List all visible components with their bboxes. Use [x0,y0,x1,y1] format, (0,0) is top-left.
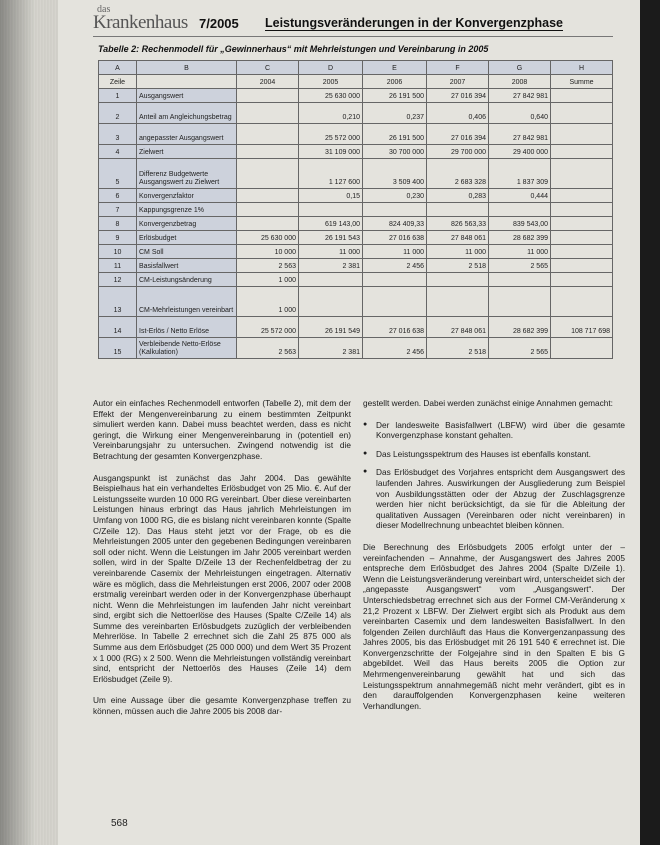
table-row [99,145,613,159]
table-row [99,103,613,124]
table-cell [237,124,299,145]
book-spine [0,0,58,845]
column-letter: C [237,61,299,75]
table-cell [299,203,363,217]
table-cell: 2 381 [299,259,363,273]
table-cell [237,217,299,231]
table-caption: Tabelle 2: Rechenmodell für „Gewinnerhaus“ mit Mehrleistungen und Vereinbarung in 2005 [98,44,489,54]
table-cell [427,287,489,317]
column-letter: A [99,61,137,75]
table-cell: 29 400 000 [489,145,551,159]
paragraph: gestellt werden. Dabei werden zunächst einige Annahmen gemacht: [363,398,613,408]
table-cell: 26 191 500 [363,124,427,145]
row-number: 4 [99,145,137,159]
table-row [99,231,613,245]
paragraph: Um eine Aussage über die gesamte Konvergenzphase treffen zu können, müssen auch die Jahre 2005 bis 2008 dar- [93,695,351,717]
table-cell: 619 143,00 [299,217,363,231]
column-header: 2004 [237,75,299,89]
table-cell [299,273,363,287]
table-cell [237,159,299,189]
row-label: CM Soll [137,245,237,259]
table-cell: 11 000 [299,245,363,259]
column-letter: B [137,61,237,75]
table-cell [489,287,551,317]
table-cell [427,203,489,217]
row-number: 7 [99,203,137,217]
table-cell [551,203,613,217]
row-number: 8 [99,217,137,231]
table-cell: 0,210 [299,103,363,124]
table-cell: 2 683 328 [427,159,489,189]
table-cell [551,89,613,103]
table-cell [551,338,613,359]
table-cell [237,145,299,159]
table-cell [551,189,613,203]
table-cell: 2 518 [427,259,489,273]
table-cell: 31 109 000 [299,145,363,159]
table-cell: 27 016 394 [427,89,489,103]
column-header: 2007 [427,75,489,89]
row-label: Verbleibende Netto-Erlöse (Kalkulation) [137,338,237,359]
list-item: ● Das Erlösbudget des Vorjahres entspricht dem Ausgangswert des laufenden Jahres. Auswirkungen der Ausgliederung zum Beispiel von Ausbildungsstätten oder der Abzug der Zuschlagsgrenze werden hier nicht berücksichtigt, da sie für die Ableitung der qualitativen Aussagen (Vereinbaren oder nicht vereinbaren) in dieser Modellrechnung unbeachtet bleiben können. [363,467,625,531]
row-number: 10 [99,245,137,259]
table-cell: 10 000 [237,245,299,259]
column-letter: D [299,61,363,75]
table-cell: 1 127 600 [299,159,363,189]
table-row [99,245,613,259]
table-cell: 27 016 394 [427,124,489,145]
table-cell [551,287,613,317]
table-row [99,317,613,338]
table-row [99,338,613,359]
table-cell: 27 842 981 [489,124,551,145]
row-number: 1 [99,89,137,103]
assumption-list [363,420,625,531]
table-cell: 28 682 399 [489,317,551,338]
table-cell: 27 848 061 [427,231,489,245]
table-cell [551,103,613,124]
row-number: 2 [99,103,137,124]
table-cell [551,231,613,245]
column-letter: H [551,61,613,75]
table-cell: 2 563 [237,338,299,359]
table-cell [427,273,489,287]
table-cell: 27 842 981 [489,89,551,103]
table-cell: 824 409,33 [363,217,427,231]
table-cell [551,259,613,273]
running-header [93,4,613,40]
table-cell [551,145,613,159]
table-cell [237,203,299,217]
table-cell [489,273,551,287]
list-item: ● Der landesweite Basisfallwert (LBFW) wird über die gesamte Konvergenzphase konstant gehalten. [363,420,625,441]
right-text-column [363,398,625,722]
table-cell: 28 682 399 [489,231,551,245]
table-cell: 1 837 309 [489,159,551,189]
table-cell: 11 000 [363,245,427,259]
table-cell: 30 700 000 [363,145,427,159]
row-number: 14 [99,317,137,338]
table-cell: 826 563,33 [427,217,489,231]
paragraph: Autor ein einfaches Rechenmodell entworfen (Tabelle 2), mit dem der Effekt der Mengenvereinbarung zu einem bestimmten Zeitpunkt simuliert werden kann. Dabei muss beachtet werden, dass es nicht geringt, die Wirkung einer Mengenvereinbarung in (potentiell en) Vereinbarungsjahr zu untersuchen. Zwingend notwendig ist die Betrachtung der gesamten Konvergenzphase. [93,398,351,461]
table-cell: 1 000 [237,273,299,287]
row-label: Zielwert [137,145,237,159]
row-number: 12 [99,273,137,287]
article-title: Leistungsveränderungen in der Konvergenzphase [265,16,563,30]
table-row [99,217,613,231]
calculation-table [98,60,613,359]
table-cell: 26 191 543 [299,231,363,245]
column-letter: E [363,61,427,75]
table-cell [551,159,613,189]
table-cell [237,103,299,124]
table-cell [489,203,551,217]
logo-prefix: das [97,4,111,15]
paragraph: Die Berechnung des Erlösbudgets 2005 erfolgt unter der – vereinfachenden – Annahme, der Ausgangswert des Jahres 2005 entspreche dem Erlösbudget des Jahres 2004 (Spalte D/Zeile 1). Wenn die Leistungsveränderung vereinbart wird, unterscheidet sich der „angepasste Ausgangswert“ vom „Ausgangswert“. Der Unterschiedsbetrag errechnet sich aus der Formel CM-Veränderung x 21,2 Prozent x LBFW. Der Zielwert ergibt sich als Produkt aus dem vereinbarten Casemix und dem landesweiten Basisfallwert. In den folgenden Zeilen durchläuft das Haus die Konvergenzanpassung des Jahres 2005, bis das Erlösbudget mit 26 191 540 € errechnet ist. Die Konvergenzschritte der Folgejahre sind in den Spalten E bis G abgebildet. Weil das Haus bereits 2005 die Option zur Mehrmengenvereinbarung gewählt hat und sich das Leistungsspektrum annahmegemäß nicht mehr verändert, gibt es in den darauffolgenden Konvergenzphasen keine weiteren Verhandlungen. [363,541,625,711]
column-header: 2008 [489,75,551,89]
table-cell: 0,640 [489,103,551,124]
table-cell: 27 848 061 [427,317,489,338]
table-cell: 26 191 500 [363,89,427,103]
table-cell [551,245,613,259]
row-number: 11 [99,259,137,273]
row-label: angepasster Ausgangswert [137,124,237,145]
row-label: CM-Leistungsänderung [137,273,237,287]
table-row [99,189,613,203]
table-row [99,259,613,273]
table-cell [551,217,613,231]
table-cell: 26 191 549 [299,317,363,338]
table-row [99,287,613,317]
row-number: 5 [99,159,137,189]
table-cell: 11 000 [489,245,551,259]
table-cell [237,189,299,203]
row-label: Konvergenzfaktor [137,189,237,203]
table-cell [551,273,613,287]
table-cell: 2 565 [489,338,551,359]
column-letter: F [427,61,489,75]
row-label: Erlösbudget [137,231,237,245]
list-item: ● Das Leistungsspektrum des Hauses ist ebenfalls konstant. [363,449,625,460]
table-cell: 11 000 [427,245,489,259]
row-label: CM-Mehrleistungen vereinbart [137,287,237,317]
table-cell: 108 717 698 [551,317,613,338]
table-cell: 25 630 000 [299,89,363,103]
column-header: 2006 [363,75,427,89]
table-header-row [99,75,613,89]
row-label: Kappungsgrenze 1% [137,203,237,217]
table-cell: 2 565 [489,259,551,273]
row-label: Ausgangswert [137,89,237,103]
table-cell: 0,230 [363,189,427,203]
table-cell: 0,237 [363,103,427,124]
table-cell: 0,406 [427,103,489,124]
table-cell: 25 630 000 [237,231,299,245]
row-number: 3 [99,124,137,145]
table-cell [363,287,427,317]
table-row [99,89,613,103]
table-cell [551,124,613,145]
table-cell: 0,444 [489,189,551,203]
page-content [58,0,640,845]
table-cell [363,203,427,217]
table-cell [363,273,427,287]
table-cell [299,287,363,317]
table-cell: 839 543,00 [489,217,551,231]
paragraph: Ausgangspunkt ist zunächst das Jahr 2004. Das gewählte Beispielhaus hat ein verhandeltes Erlösbudget von 25 Mio. €. Auf der Leistungsseite wurden 10 000 RG vereinbart. Über diese vereinbarten Leistungen hinaus erbringt das Haus jahrlich Mehrleistungen im Umfang von 1000 RG, die es bislang nicht vereinbaren konnte (Spalte C/Zeile 12). Das Haus steht jetzt vor der Frage, ob es die Mehrleistungen 2005 unter den gegebenen Bedingungen vereinbaren soll oder nicht. Wenn die Leistungen im Jahr 2005 vereinbart werden sollen, wird in der Spalte D/Zeile 13 der Rechenfeldbetrag der zu vereinbarende Casemix der Mehrleistungen eingetragen. Alternativ wäre es möglich, dass die Mehrleistungen erst 2006, 2007 oder 2008 erstmalig vereinbart werden oder in der Konvergenzphase überhaupt nicht. Wenn die Mehrleistungen im laufenden Jahr nicht vereinbart sind, ergibt sich die Nettoerlöse des Hauses (Spalte C/Zeile 14) als Summe des vereinbarten Erlösbudgets zuzüglich der verbleibenden Mehrerlöse. In Tabelle 2 errechnet sich die Zahl 25 875 000 als Summe aus dem Erlösbudget (25 000 000) und dem Wert 35 Prozent x 1 000 (RG) x 2 500. Wenn die Mehrleistungen vollständig vereinbart sind, entspricht der Nettoerlös des Hauses (Zeile 14) dem Erlösbudget (Zeile 9). [93,472,351,684]
row-number: 15 [99,338,137,359]
row-label: Basisfallwert [137,259,237,273]
table-cell: 2 563 [237,259,299,273]
table-row [99,203,613,217]
row-label: Anteil am Angleichungsbetrag [137,103,237,124]
table-cell: 0,15 [299,189,363,203]
column-header: Summe [551,75,613,89]
column-letter-row [99,61,613,75]
table-row [99,273,613,287]
row-number: 13 [99,287,137,317]
row-label: Differenz Budgetwerte Ausgangswert zu Zielwert [137,159,237,189]
table-cell: 2 381 [299,338,363,359]
row-number: 9 [99,231,137,245]
table-cell: 27 016 638 [363,231,427,245]
column-header [137,75,237,89]
header-rule [93,36,613,37]
table-cell: 25 572 000 [237,317,299,338]
table-row [99,124,613,145]
table-cell: 27 016 638 [363,317,427,338]
table-cell: 29 700 000 [427,145,489,159]
column-letter: G [489,61,551,75]
table-cell: 2 456 [363,338,427,359]
table-cell: 3 509 400 [363,159,427,189]
row-label: Konvergenzbetrag [137,217,237,231]
magazine-logo: Krankenhaus [93,12,188,33]
table-cell: 1 000 [237,287,299,317]
table-cell: 2 456 [363,259,427,273]
row-label: Ist-Erlös / Netto Erlöse [137,317,237,338]
column-header: 2005 [299,75,363,89]
left-text-column [93,398,351,728]
table-cell: 25 572 000 [299,124,363,145]
table-cell: 2 518 [427,338,489,359]
issue-number: 7/2005 [199,16,239,31]
table-cell: 0,283 [427,189,489,203]
column-header: Zeile [99,75,137,89]
table-row [99,159,613,189]
row-number: 6 [99,189,137,203]
table-cell [237,89,299,103]
page-number: 568 [111,818,128,829]
